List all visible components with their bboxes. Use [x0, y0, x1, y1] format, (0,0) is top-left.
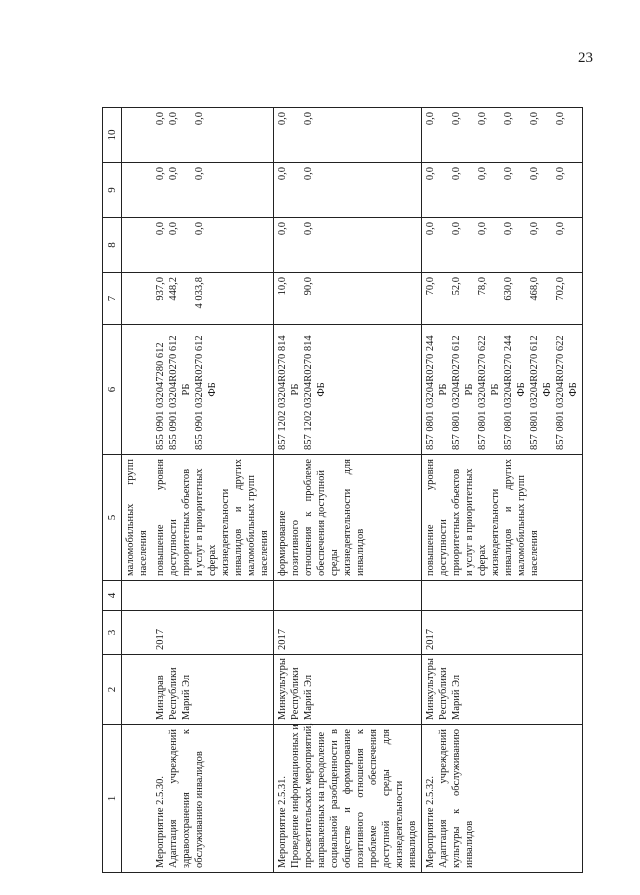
funding-source: РБ [438, 383, 449, 396]
value-2018: 0,0 [194, 222, 205, 236]
value-2018: 0,0 [277, 222, 288, 236]
event-line: Мероприятие 2.5.31. [277, 775, 288, 868]
table-row-continuation [122, 108, 153, 873]
event-name-cell [422, 725, 583, 873]
purpose-line: отношения к проблеме [303, 459, 314, 576]
event-line: культуры к обслуживанию [451, 729, 462, 868]
column-number-2: 2 [103, 655, 122, 725]
purpose-line: обеспечения доступной [316, 469, 327, 576]
value-2020: 0,0 [477, 112, 488, 126]
executor-line: Минкультуры [425, 658, 436, 720]
purpose-line: жизнедеятельности для [342, 459, 353, 576]
value-2019: 0,0 [155, 167, 166, 181]
purpose-line: маломобильных групп [246, 475, 257, 576]
purpose-cell [152, 455, 274, 581]
executor-line: Марий Эл [451, 674, 462, 720]
purpose-line: маломобильных групп [516, 475, 527, 576]
value-2017: 10,0 [277, 277, 288, 296]
value-2018: 0,0 [303, 222, 314, 236]
value-2018-cell [152, 218, 274, 273]
value-2019: 0,0 [477, 167, 488, 181]
value-2017: 78,0 [477, 277, 488, 296]
value-2018: 0,0 [529, 222, 540, 236]
end-year-cell [152, 581, 274, 611]
value-2020-cell [152, 108, 274, 163]
purpose-line: населения [529, 530, 540, 576]
cell-col-7 [122, 273, 153, 325]
value-2020-cell [274, 108, 422, 163]
value-2019-cell [274, 163, 422, 218]
event-line: доступной среды для [381, 729, 392, 868]
purpose-line: и услуг в приоритетных [194, 468, 205, 576]
executor-cell [274, 655, 422, 725]
start-year-cell: 2017 [152, 611, 274, 655]
value-2017-cell [152, 273, 274, 325]
funding-source: РБ [181, 383, 192, 396]
value-2020: 0,0 [555, 112, 566, 126]
purpose-line: маломобильных групп [125, 459, 136, 576]
column-number-1: 1 [103, 725, 122, 873]
event-line: Проведение информационных и [290, 724, 301, 868]
purpose-line: приоритетных объектов [451, 468, 462, 576]
cell-col-3 [122, 611, 153, 655]
value-2017: 448,2 [168, 277, 179, 301]
value-2020: 0,0 [168, 112, 179, 126]
value-2019: 0,0 [303, 167, 314, 181]
value-2020-cell [422, 108, 583, 163]
column-number-7: 7 [103, 273, 122, 325]
event-line: направленных на преодоление [316, 731, 327, 868]
value-2020: 0,0 [277, 112, 288, 126]
executor-line: Марий Эл [303, 674, 314, 720]
value-2019: 0,0 [555, 167, 566, 181]
budget-code-cell [422, 325, 583, 455]
cell-col-2 [122, 655, 153, 725]
cell-col-4 [122, 581, 153, 611]
purpose-line: среды [329, 549, 340, 576]
purpose-line: инвалидов и других [503, 459, 514, 576]
budget-code: 857 0801 03204R0270 622 [477, 335, 488, 450]
event-line: просветительских мероприятий, [303, 723, 314, 868]
value-2019: 0,0 [503, 167, 514, 181]
budget-code: 855 0901 03204R0270 612 [194, 335, 205, 450]
event-line: социальной разобщенности в [329, 729, 340, 868]
purpose-line: формирование [277, 510, 288, 576]
purpose-cell [274, 455, 422, 581]
event-line: жизнедеятельности [394, 780, 405, 868]
event-line: Мероприятие 2.5.30. [155, 775, 166, 868]
event-line: инвалидов [464, 820, 475, 868]
purpose-line: позитивного [290, 520, 301, 576]
value-2018: 0,0 [168, 222, 179, 236]
value-2017: 70,0 [425, 277, 436, 296]
budget-code: 857 0801 03204R0270 612 [529, 335, 540, 450]
value-2018-cell [274, 218, 422, 273]
value-2017: 702,0 [555, 277, 566, 301]
budget-code: 855 0901 03204R0270 612 [168, 335, 179, 450]
cell-col-8 [122, 218, 153, 273]
value-2018: 0,0 [451, 222, 462, 236]
end-year-cell [422, 581, 583, 611]
column-number-5: 5 [103, 455, 122, 581]
purpose-line: жизнедеятельности [220, 488, 231, 576]
event-name-cell [274, 725, 422, 873]
value-2017: 4 033,8 [194, 277, 205, 309]
budget-code: 857 1202 03204R0270 814 [303, 335, 314, 450]
purpose-line: доступности [168, 519, 179, 576]
column-number-8: 8 [103, 218, 122, 273]
budget-code-cell [152, 325, 274, 455]
end-year-cell [274, 581, 422, 611]
event-line: инвалидов [407, 820, 418, 868]
page-number: 23 [578, 50, 593, 66]
cell-col-1 [122, 725, 153, 873]
event-line: позитивного отношения к [355, 729, 366, 868]
value-2018: 0,0 [425, 222, 436, 236]
executor-line: Минздрав [155, 675, 166, 720]
value-2017-cell [274, 273, 422, 325]
value-2017: 937,0 [155, 277, 166, 301]
purpose-line: приоритетных объектов [181, 468, 192, 576]
purpose-line: жизнедеятельности [490, 488, 501, 576]
funding-source: РБ [464, 383, 475, 396]
funding-source: РБ [290, 383, 301, 396]
value-2020: 0,0 [303, 112, 314, 126]
value-2018: 0,0 [503, 222, 514, 236]
purpose-line: населения [138, 530, 149, 576]
value-2020: 0,0 [529, 112, 540, 126]
value-2019: 0,0 [168, 167, 179, 181]
executor-cell [152, 655, 274, 725]
event-line: обслуживанию инвалидов [194, 751, 205, 868]
value-2020: 0,0 [503, 112, 514, 126]
funding-source: ФБ [316, 382, 327, 397]
cell-col-10 [122, 108, 153, 163]
value-2018: 0,0 [555, 222, 566, 236]
budget-code: 857 0801 03204R0270 244 [503, 335, 514, 450]
event-line: обществе и формирование [342, 729, 353, 868]
budget-code: 857 0801 03204R0270 244 [425, 335, 436, 450]
value-2018: 0,0 [477, 222, 488, 236]
purpose-line: доступности [438, 519, 449, 576]
funding-source: ФБ [568, 382, 579, 397]
column-number-9: 9 [103, 163, 122, 218]
purpose-cell [422, 455, 583, 581]
purpose-line: и услуг в приоритетных [464, 468, 475, 576]
funding-source: ФБ [516, 382, 527, 397]
value-2020: 0,0 [155, 112, 166, 126]
value-2019-cell [422, 163, 583, 218]
budget-code: 857 0801 03204R0270 622 [555, 335, 566, 450]
value-2019: 0,0 [451, 167, 462, 181]
start-year-cell: 2017 [422, 611, 583, 655]
value-2020: 0,0 [425, 112, 436, 126]
purpose-line: сферах [477, 544, 488, 576]
executor-cell [422, 655, 583, 725]
executor-line: Минкультуры [277, 658, 288, 720]
value-2017: 630,0 [503, 277, 514, 301]
table-body [122, 108, 583, 873]
budget-code: 857 1202 03204R0270 814 [277, 335, 288, 450]
cell-col-9 [122, 163, 153, 218]
value-2019: 0,0 [194, 167, 205, 181]
budget-code-cell [274, 325, 422, 455]
value-2019: 0,0 [277, 167, 288, 181]
table-row [152, 108, 274, 873]
value-2017-cell [422, 273, 583, 325]
value-2019: 0,0 [529, 167, 540, 181]
event-line: Мероприятие 2.5.32. [425, 775, 436, 868]
column-number-10: 10 [103, 108, 122, 163]
value-2019-cell [152, 163, 274, 218]
column-number-6: 6 [103, 325, 122, 455]
event-line: Адаптация учреждений [438, 729, 449, 868]
event-line: проблеме обеспечения [368, 729, 379, 868]
value-2019: 0,0 [425, 167, 436, 181]
executor-line: Республики [168, 667, 179, 720]
purpose-line: населения [259, 530, 270, 576]
continuation-purpose [122, 455, 153, 581]
table-row [274, 108, 422, 873]
table-row [422, 108, 583, 873]
value-2018: 0,0 [155, 222, 166, 236]
funding-source: ФБ [542, 382, 553, 397]
budget-code: 855 0901 032047280 612 [155, 342, 166, 450]
purpose-line: инвалидов и других [233, 459, 244, 576]
column-number-4: 4 [103, 581, 122, 611]
value-2017: 90,0 [303, 277, 314, 296]
value-2020: 0,0 [194, 112, 205, 126]
purpose-line: инвалидов [355, 528, 366, 576]
event-name-cell [152, 725, 274, 873]
funding-source: ФБ [207, 382, 218, 397]
program-measures-table [102, 107, 583, 873]
table-header-row [103, 108, 122, 873]
budget-code: 857 0801 03204R0270 612 [451, 335, 462, 450]
executor-line: Республики [290, 667, 301, 720]
rotated-table-container [102, 108, 579, 873]
executor-line: Республики [438, 667, 449, 720]
purpose-line: сферах [207, 544, 218, 576]
event-line: Адаптация учреждений [168, 729, 179, 868]
purpose-line: повышение уровня [155, 459, 166, 576]
cell-col-6 [122, 325, 153, 455]
value-2020: 0,0 [451, 112, 462, 126]
value-2017: 468,0 [529, 277, 540, 301]
purpose-line: повышение уровня [425, 459, 436, 576]
event-line: здравоохранения к [181, 729, 192, 868]
funding-source: РБ [490, 383, 501, 396]
column-number-3: 3 [103, 611, 122, 655]
value-2018-cell [422, 218, 583, 273]
start-year-cell: 2017 [274, 611, 422, 655]
value-2017: 52,0 [451, 277, 462, 296]
executor-line: Марий Эл [181, 674, 192, 720]
